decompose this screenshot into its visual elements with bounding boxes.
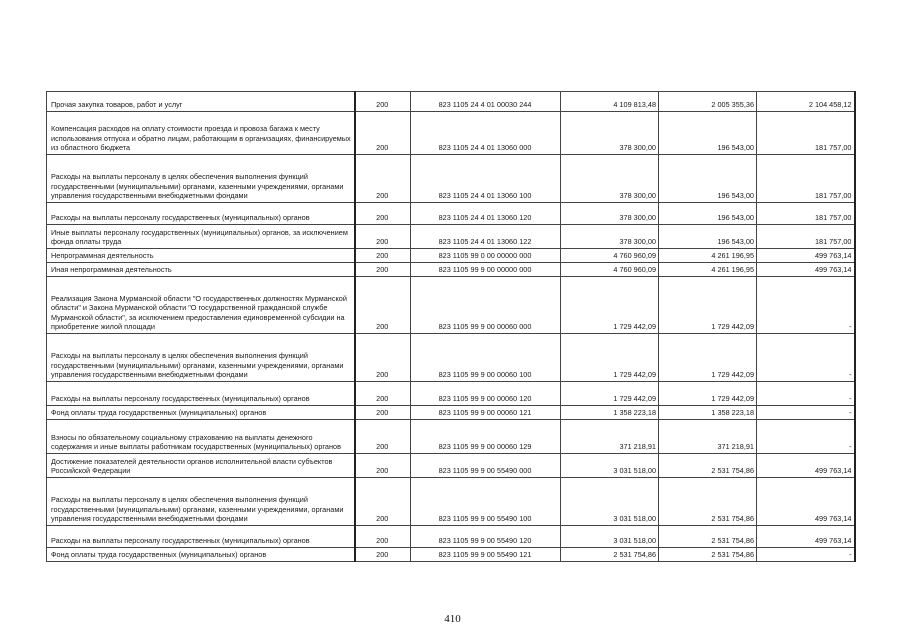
row-approved-cell: 1 729 442,09 [561,334,659,382]
row-approved-cell: 371 218,91 [561,420,659,454]
row-name-cell: Прочая закупка товаров, работ и услуг [47,92,355,112]
row-kbk-cell: 823 1105 99 9 00 55490 000 [411,454,561,478]
row-executed-cell: 4 261 196,95 [659,263,757,277]
row-unexecuted-cell: - [757,334,855,382]
row-unexecuted-cell: 2 104 458,12 [757,92,855,112]
row-unexecuted-cell: 181 757,00 [757,155,855,203]
row-kbk-cell: 823 1105 99 9 00 00060 121 [411,406,561,420]
row-kbk-cell: 823 1105 24 4 01 13060 122 [411,225,561,249]
row-executed-cell: 196 543,00 [659,155,757,203]
row-name-cell: Взносы по обязательному социальному страхованию на выплаты денежного содержания и иные выплаты работникам государственных (муниципальных) органов [47,420,355,454]
row-kbk-cell: 823 1105 99 9 00 55490 120 [411,526,561,548]
table-row [47,420,855,454]
row-code-cell: 200 [355,382,411,406]
table-row [47,155,855,203]
table-row [47,225,855,249]
table-row [47,203,855,225]
row-executed-cell: 196 543,00 [659,225,757,249]
row-name-cell: Реализация Закона Мурманской области "О государственных должностях Мурманской области" и Закона Мурманской области "О государственной гражданской службе Мурманской области", за исключением предоставления единовременной субсидии на приобретение жилой площади [47,277,355,334]
row-kbk-cell: 823 1105 99 9 00 00060 120 [411,382,561,406]
row-approved-cell: 3 031 518,00 [561,526,659,548]
row-approved-cell: 4 760 960,09 [561,263,659,277]
row-unexecuted-cell: 181 757,00 [757,225,855,249]
row-unexecuted-cell: 499 763,14 [757,478,855,526]
row-unexecuted-cell: - [757,382,855,406]
table-row [47,526,855,548]
row-name-cell: Расходы на выплаты персоналу в целях обеспечения выполнения функций государственными (муниципальными) органами, казенными учреждениями, органами управления государственными внебюджетными фондами [47,334,355,382]
row-kbk-cell: 823 1105 24 4 01 13060 120 [411,203,561,225]
row-executed-cell: 2 531 754,86 [659,548,757,562]
table-row [47,478,855,526]
row-executed-cell: 196 543,00 [659,112,757,155]
row-approved-cell: 3 031 518,00 [561,454,659,478]
row-approved-cell: 1 729 442,09 [561,382,659,406]
row-approved-cell: 3 031 518,00 [561,478,659,526]
row-kbk-cell: 823 1105 99 9 00 55490 100 [411,478,561,526]
row-name-cell: Иные выплаты персоналу государственных (муниципальных) органов, за исключением фонда оплаты труда [47,225,355,249]
row-kbk-cell: 823 1105 99 9 00 55490 121 [411,548,561,562]
row-approved-cell: 4 760 960,09 [561,249,659,263]
row-name-cell: Расходы на выплаты персоналу в целях обеспечения выполнения функций государственными (муниципальными) органами, казенными учреждениями, органами управления государственными внебюджетными фондами [47,155,355,203]
table-row [47,112,855,155]
row-kbk-cell: 823 1105 99 9 00 00060 129 [411,420,561,454]
row-name-cell: Непрограммная деятельность [47,249,355,263]
table-row [47,249,855,263]
row-kbk-cell: 823 1105 99 0 00 00000 000 [411,249,561,263]
row-code-cell: 200 [355,478,411,526]
row-code-cell: 200 [355,334,411,382]
page-number: 410 [444,613,461,625]
row-kbk-cell: 823 1105 99 9 00 00000 000 [411,263,561,277]
row-approved-cell: 1 729 442,09 [561,277,659,334]
row-executed-cell: 2 531 754,86 [659,526,757,548]
row-unexecuted-cell: - [757,548,855,562]
row-code-cell: 200 [355,526,411,548]
row-name-cell: Достижение показателей деятельности органов исполнительной власти субъектов Российской Федерации [47,454,355,478]
row-kbk-cell: 823 1105 99 9 00 00060 000 [411,277,561,334]
row-code-cell: 200 [355,548,411,562]
row-unexecuted-cell: 499 763,14 [757,263,855,277]
row-executed-cell: 1 729 442,09 [659,334,757,382]
row-approved-cell: 378 300,00 [561,155,659,203]
row-name-cell: Компенсация расходов на оплату стоимости проезда и провоза багажа к месту использования отпуска и обратно лицам, работающим в организациях, финансируемых из областного бюджета [47,112,355,155]
table-row [47,548,855,562]
row-code-cell: 200 [355,454,411,478]
row-code-cell: 200 [355,263,411,277]
row-name-cell: Расходы на выплаты персоналу государственных (муниципальных) органов [47,382,355,406]
row-code-cell: 200 [355,112,411,155]
row-approved-cell: 378 300,00 [561,203,659,225]
row-executed-cell: 2 531 754,86 [659,478,757,526]
row-unexecuted-cell: - [757,420,855,454]
row-code-cell: 200 [355,249,411,263]
row-approved-cell: 2 531 754,86 [561,548,659,562]
row-approved-cell: 1 358 223,18 [561,406,659,420]
row-code-cell: 200 [355,92,411,112]
row-unexecuted-cell: 499 763,14 [757,249,855,263]
table-row [47,406,855,420]
row-executed-cell: 2 531 754,86 [659,454,757,478]
row-name-cell: Фонд оплаты труда государственных (муниципальных) органов [47,406,355,420]
budget-execution-table [46,91,856,562]
row-executed-cell: 1 358 223,18 [659,406,757,420]
table-row [47,92,855,112]
table-row [47,263,855,277]
row-kbk-cell: 823 1105 24 4 01 13060 000 [411,112,561,155]
row-name-cell: Расходы на выплаты персоналу государственных (муниципальных) органов [47,203,355,225]
row-executed-cell: 1 729 442,09 [659,277,757,334]
row-unexecuted-cell: - [757,406,855,420]
row-executed-cell: 2 005 355,36 [659,92,757,112]
row-executed-cell: 196 543,00 [659,203,757,225]
row-unexecuted-cell: 181 757,00 [757,203,855,225]
row-code-cell: 200 [355,203,411,225]
row-executed-cell: 371 218,91 [659,420,757,454]
row-code-cell: 200 [355,277,411,334]
table-row [47,454,855,478]
table-row [47,277,855,334]
row-unexecuted-cell: - [757,277,855,334]
table-row [47,382,855,406]
row-code-cell: 200 [355,155,411,203]
row-code-cell: 200 [355,225,411,249]
row-unexecuted-cell: 499 763,14 [757,526,855,548]
row-kbk-cell: 823 1105 24 4 01 13060 100 [411,155,561,203]
row-approved-cell: 4 109 813,48 [561,92,659,112]
row-kbk-cell: 823 1105 99 9 00 00060 100 [411,334,561,382]
row-code-cell: 200 [355,406,411,420]
row-kbk-cell: 823 1105 24 4 01 00030 244 [411,92,561,112]
row-code-cell: 200 [355,420,411,454]
row-executed-cell: 1 729 442,09 [659,382,757,406]
row-executed-cell: 4 261 196,95 [659,249,757,263]
row-approved-cell: 378 300,00 [561,225,659,249]
row-unexecuted-cell: 499 763,14 [757,454,855,478]
row-name-cell: Расходы на выплаты персоналу в целях обеспечения выполнения функций государственными (муниципальными) органами, казенными учреждениями, органами управления государственными внебюджетными фондами [47,478,355,526]
table-row [47,334,855,382]
row-name-cell: Расходы на выплаты персоналу государственных (муниципальных) органов [47,526,355,548]
row-unexecuted-cell: 181 757,00 [757,112,855,155]
row-approved-cell: 378 300,00 [561,112,659,155]
row-name-cell: Фонд оплаты труда государственных (муниципальных) органов [47,548,355,562]
table-body [47,92,855,562]
row-name-cell: Иная непрограммная деятельность [47,263,355,277]
